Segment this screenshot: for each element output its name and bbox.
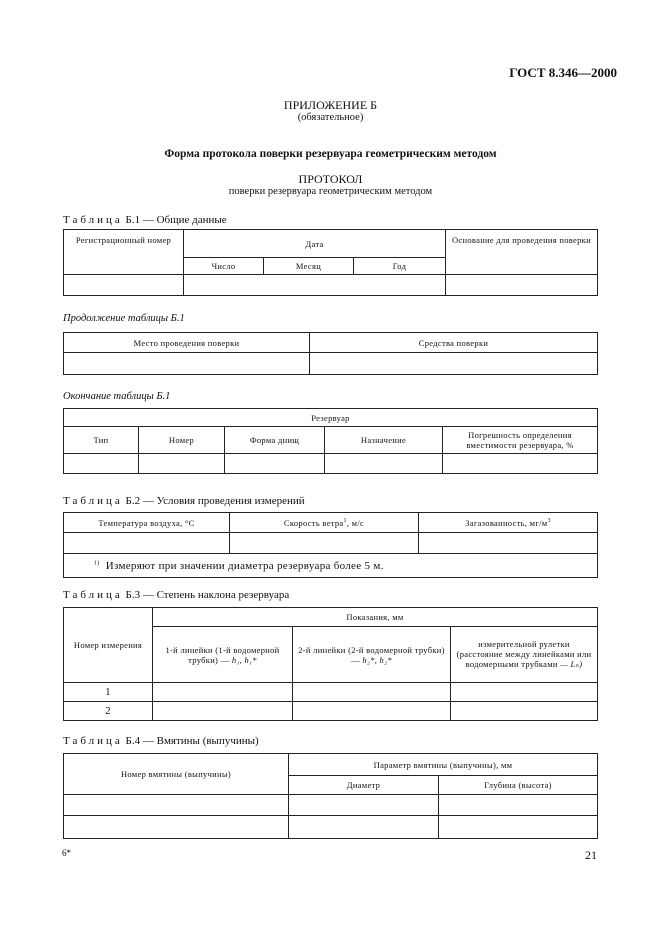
gas-unit-power: 3: [547, 517, 551, 524]
table-cell: [64, 454, 139, 474]
signature-mark: 6*: [62, 848, 71, 858]
table-b2-caption: [63, 495, 305, 507]
table-cell: [153, 702, 293, 721]
table-cell: [225, 454, 325, 474]
table-cell: [289, 816, 439, 839]
table-cell: [439, 816, 598, 839]
wind-unit: , м/с: [346, 517, 365, 528]
header-month: Месяц: [264, 258, 354, 275]
header-reg-number: Регистрационный номер: [64, 230, 184, 275]
header-means: Средства поверки: [310, 333, 598, 353]
table-b1-end: [63, 408, 598, 474]
header-date: Дата: [184, 230, 446, 258]
table-cell: [184, 275, 446, 296]
standard-number: ГОСТ 8.346—2000: [509, 65, 617, 80]
footnote-mark: 1: [343, 517, 347, 524]
gas-label: Загазованность, мг/м: [465, 517, 548, 528]
caption-rest: Б.2 — Условия проведения измерений: [125, 495, 305, 507]
caption-word: Таблица: [63, 495, 123, 507]
tape-symbol: — Lₙ): [560, 659, 583, 669]
header-bottom-shape: Форма днищ: [225, 427, 325, 454]
header-depth: Глубина (высота): [439, 776, 598, 795]
table-b1-cont-caption: Продолжение таблицы Б.1: [63, 313, 185, 324]
table-cell: [419, 533, 598, 554]
header-air-temp: Температура воздуха, °С: [64, 513, 230, 533]
appendix-title: ПРИЛОЖЕНИЕ Б: [283, 98, 378, 112]
table-cell: [310, 353, 598, 375]
header-param: Параметр вмятины (выпучины), мм: [289, 754, 598, 776]
table-b2-footnote: [64, 554, 598, 578]
header-number: Номер: [139, 427, 225, 454]
protocol-title: ПРОТОКОЛ: [298, 172, 363, 186]
table-cell: [64, 533, 230, 554]
ruler2-label: 2-й линейки (2-й водомерной трубки) —: [298, 644, 445, 665]
header-readings: Показания, мм: [153, 608, 598, 627]
header-place: Место проведения поверки: [64, 333, 310, 353]
row-number: 2: [64, 702, 153, 721]
header-meas-number: Номер измерения: [64, 608, 153, 683]
table-cell: [64, 795, 289, 816]
table-cell: [293, 702, 451, 721]
header-ruler1: [153, 627, 293, 683]
table-cell: [64, 816, 289, 839]
header-diameter: Диаметр: [289, 776, 439, 795]
header-basis: Основание для проведения поверки: [446, 230, 598, 275]
table-cell: [64, 353, 310, 375]
header-dent-number: Номер вмятины (выпучины): [64, 754, 289, 795]
header-purpose: Назначение: [325, 427, 443, 454]
appendix-status: (обязательное): [297, 112, 364, 123]
table-b1: [63, 229, 598, 296]
caption-word: Таблица: [63, 214, 123, 226]
footnote-text: Измеряют при значении диаметра резервуара более 5 м.: [105, 559, 384, 572]
header-day: Число: [184, 258, 264, 275]
caption-rest: Б.3 — Степень наклона резервуара: [125, 589, 290, 601]
footnote-mark: 1): [94, 559, 100, 566]
header-reservoir: Резервуар: [64, 409, 598, 427]
caption-word: Таблица: [63, 735, 123, 747]
ruler1-label: 1-й линейки (1-й водомерной трубки) —: [165, 644, 280, 665]
header-ruler2: [293, 627, 451, 683]
table-cell: [446, 275, 598, 296]
form-title: Форма протокола поверки резервуара геометрическим методом: [164, 148, 497, 160]
page-number: 21: [585, 848, 597, 862]
caption-rest: Б.4 — Вмятины (выпучины): [125, 735, 259, 747]
caption-word: Таблица: [63, 589, 123, 601]
table-cell: [293, 683, 451, 702]
wind-label: Скорость ветра: [283, 517, 344, 528]
table-b1-cont: [63, 332, 598, 375]
table-cell: [443, 454, 598, 474]
table-b3-caption: [63, 589, 289, 601]
header-wind-speed: [230, 513, 419, 533]
row-number: 1: [64, 683, 153, 702]
header-tape: [451, 627, 598, 683]
tape-label: измерительной рулетки (расстояние между линейками или водомерными трубками: [456, 639, 592, 669]
table-cell: [139, 454, 225, 474]
table-cell: [325, 454, 443, 474]
table-b4-caption: [63, 735, 259, 747]
table-b1-end-caption: Окончание таблицы Б.1: [63, 391, 171, 402]
table-cell: [64, 275, 184, 296]
table-cell: [289, 795, 439, 816]
table-cell: [153, 683, 293, 702]
table-b3: [63, 607, 598, 721]
ruler2-symbol: h₂*, h₂*: [362, 654, 392, 665]
ruler1-symbol: h₁, h₁*: [231, 654, 257, 665]
table-cell: [451, 683, 598, 702]
protocol-subtitle: поверки резервуара геометрическим методом: [228, 186, 433, 197]
table-b1-caption: [63, 214, 227, 226]
table-b2: [63, 512, 598, 578]
caption-rest: Б.1 — Общие данные: [125, 214, 227, 226]
header-error: Погрешность определения вместимости резервуара, %: [443, 427, 598, 454]
table-cell: [451, 702, 598, 721]
header-gas: [419, 513, 598, 533]
table-b4: [63, 753, 598, 839]
table-cell: [439, 795, 598, 816]
header-type: Тип: [64, 427, 139, 454]
table-cell: [230, 533, 419, 554]
header-year: Год: [354, 258, 446, 275]
